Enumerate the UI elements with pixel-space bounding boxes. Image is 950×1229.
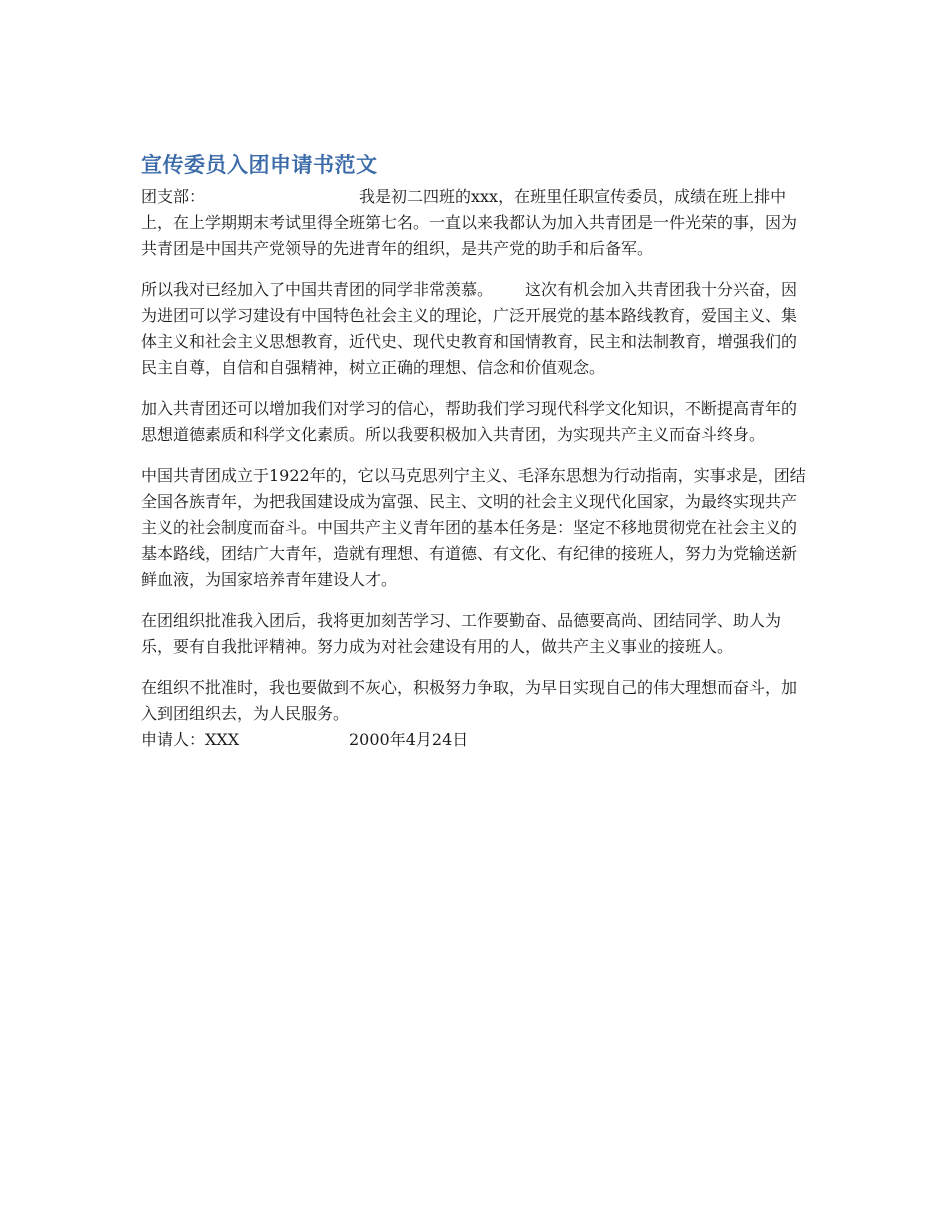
paragraph-2b-text: 这次有机会加入共青团我十分兴奋，因为进团可以学习建设有中国特色社会主义的理论，广泛开展党的基本路线教育，爱国主义、集体主义和社会主义思想教育，近代史、现代史教育和国情教育，民主和法制教育，增强我们的民主自尊，自信和自强精神，树立正确的理想、信念和价值观念。 — [141, 280, 798, 377]
paragraph-6 — [141, 675, 809, 727]
document-body — [141, 150, 809, 753]
paragraph-2 — [141, 277, 809, 381]
signature-row — [141, 727, 809, 753]
paragraph-6-text: 在组织不批准时，我也要做到不灰心，积极努力争取，为早日实现自己的伟大理想而奋斗，加入到团组织去，为人民服务。 — [141, 678, 798, 723]
salutation: 团支部： — [141, 187, 206, 206]
paragraph-2a-text: 所以我对已经加入了中国共青团的同学非常羡慕。 — [141, 280, 494, 299]
signature-label: 申请人：XXX — [141, 730, 240, 749]
paragraph-4: 中国共青团成立于1922年的，它以马克思列宁主义、毛泽东思想为行动指南，实事求是，团结全国各族青年，为把我国建设成为富强、民主、文明的社会主义现代化国家，为最终实现共产主义的社会制度而奋斗。中国共产主义青年团的基本任务是：坚定不移地贯彻党在社会主义的基本路线，团结广大青年，造就有理想、有道德、有文化、有纪律的接班人，努力为党输送新鲜血液，为国家培养青年建设人才。 — [141, 466, 806, 589]
paragraph-1 — [141, 184, 809, 262]
paragraph-5: 在团组织批准我入团后，我将更加刻苦学习、工作要勤奋、品德要高尚、团结同学、助人为乐，要有自我批评精神。努力成为对社会建设有用的人，做共产主义事业的接班人。 — [141, 611, 782, 656]
paragraph-3: 加入共青团还可以增加我们对学习的信心，帮助我们学习现代科学文化知识，不断提高青年的思想道德素质和科学文化素质。所以我要积极加入共青团，为实现共产主义而奋斗终身。 — [141, 399, 798, 444]
signature-date: 2000年4月24日 — [349, 730, 469, 749]
document-title: 宣传委员入团申请书范文 — [141, 153, 378, 177]
paragraph-1-text: 我是初二四班的xxx，在班里任职宣传委员，成绩在班上排中上，在上学期期末考试里得全班第七名。一直以来我都认为加入共青团是一件光荣的事，因为共青团是中国共产党领导的先进青年的组织，是共产党的助手和后备军。 — [141, 187, 798, 258]
